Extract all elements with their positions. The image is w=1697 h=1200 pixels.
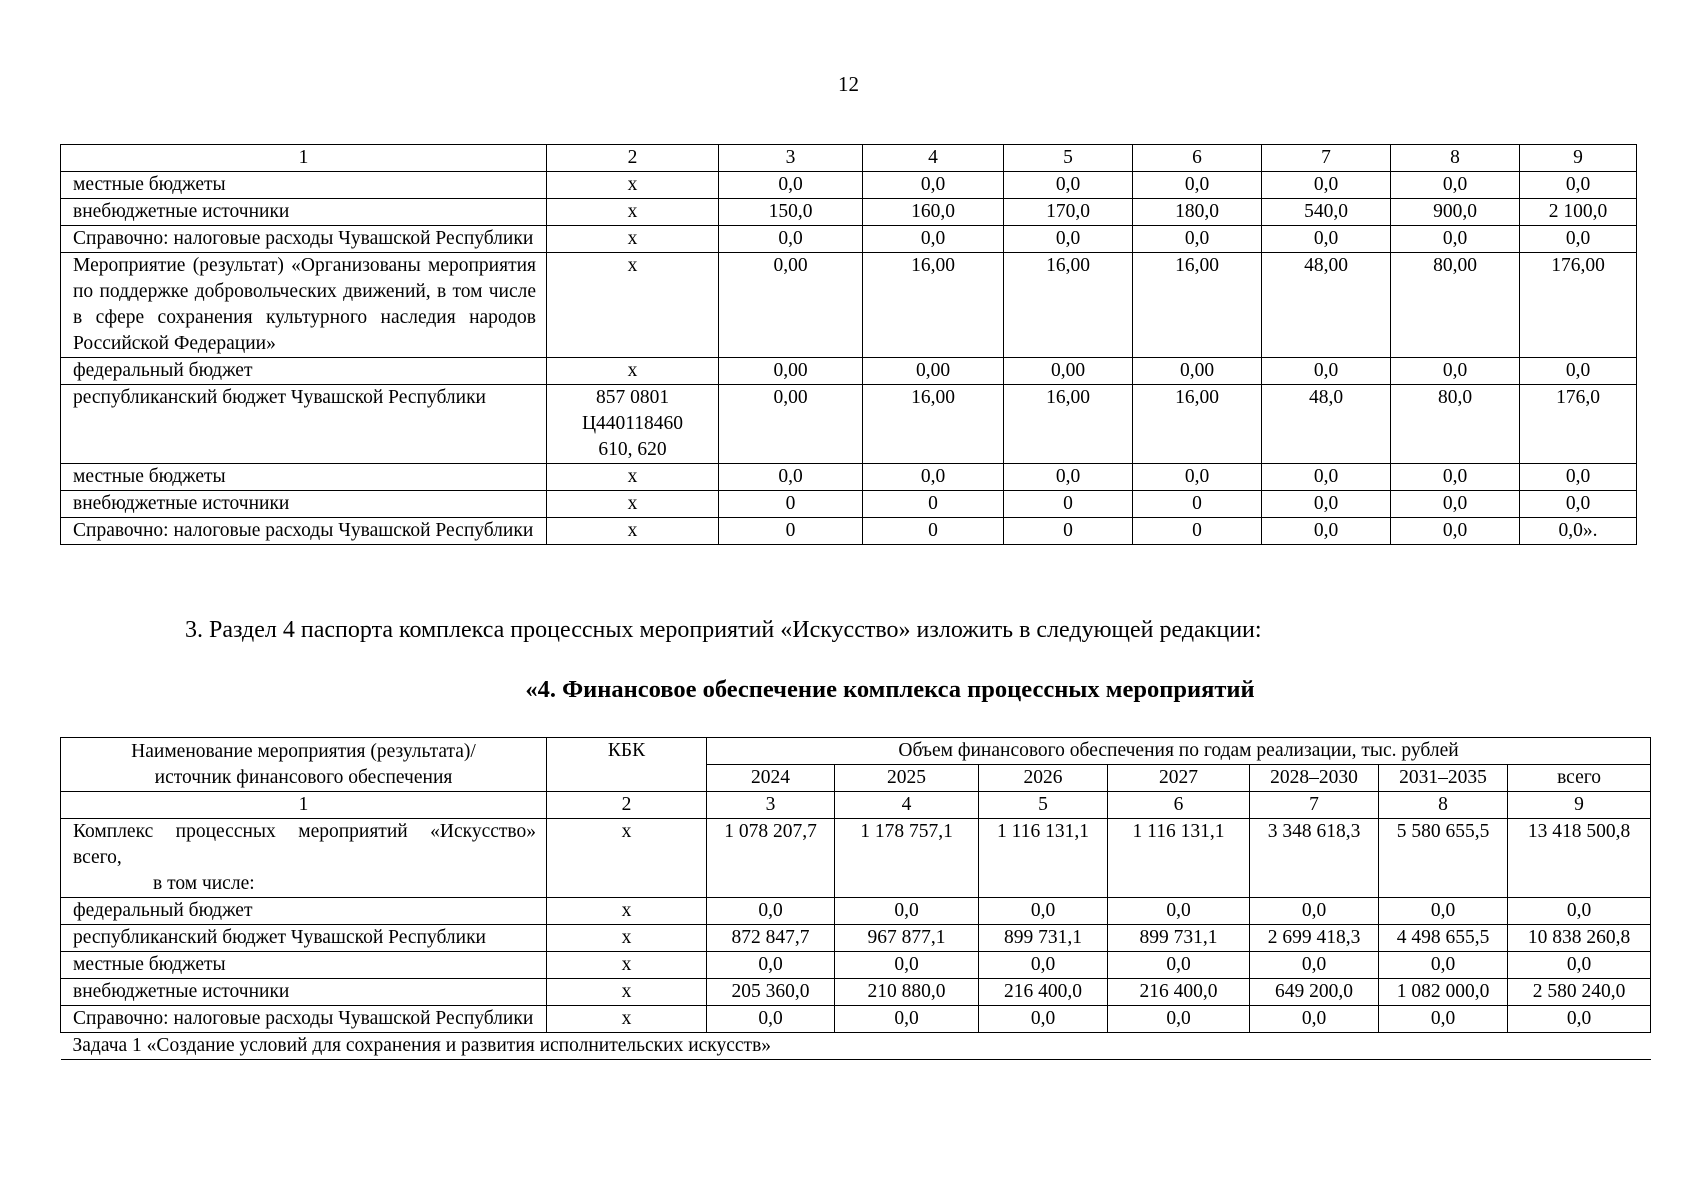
year-header-cell: 2024	[707, 765, 835, 792]
kbk-line: Ц440118460	[581, 413, 684, 434]
kbk-line: x	[627, 360, 638, 381]
value-cell: 2 580 240,0	[1508, 979, 1651, 1006]
task-cell: Задача 1 «Создание условий для сохранения и развития исполнительских искусств»	[61, 1033, 1651, 1060]
year-header-cell: всего	[1508, 765, 1651, 792]
table-row	[61, 226, 1637, 253]
header-row-1	[61, 738, 1651, 765]
value-cell: 0,0	[1391, 172, 1520, 199]
row-name-cell: местные бюджеты	[61, 172, 547, 199]
bottom-financing-table	[60, 737, 1651, 1060]
section-title: «4. Финансовое обеспечение комплекса процессных мероприятий	[525, 676, 1255, 703]
instruction-paragraph: 3. Раздел 4 паспорта комплекса процессных мероприятий «Искусство» изложить в следующей редакции:	[185, 617, 1262, 643]
kbk-cell	[547, 199, 719, 226]
value-cell: 0,0	[1379, 952, 1508, 979]
value-cell: 0,0	[979, 898, 1108, 925]
table-row	[61, 491, 1637, 518]
value-cell: 872 847,7	[707, 925, 835, 952]
kbk-line: x	[627, 466, 638, 487]
kbk-line: x	[627, 174, 638, 195]
value-cell: 0	[719, 491, 863, 518]
value-cell: 48,00	[1262, 253, 1391, 358]
value-cell: 170,0	[1004, 199, 1133, 226]
value-cell: 0,0	[1108, 1006, 1250, 1033]
value-cell: 160,0	[863, 199, 1004, 226]
value-cell: 0	[719, 518, 863, 545]
table-row	[61, 898, 1651, 925]
value-cell: 1 082 000,0	[1379, 979, 1508, 1006]
value-cell: 0,0	[707, 1006, 835, 1033]
year-header-cell: 2028–2030	[1250, 765, 1379, 792]
column-number-cell: 2	[547, 792, 707, 819]
row-name-cell: Справочно: налоговые расходы Чувашской Республики	[61, 518, 547, 545]
value-cell: 1 078 207,7	[707, 819, 835, 898]
value-cell: 0,0	[1133, 226, 1262, 253]
value-cell: 899 731,1	[1108, 925, 1250, 952]
complex-total-row	[61, 819, 1651, 898]
value-cell: 0	[1133, 491, 1262, 518]
value-cell: 967 877,1	[835, 925, 979, 952]
value-cell: 0,0	[979, 1006, 1108, 1033]
value-cell: 0,0	[1508, 1006, 1651, 1033]
value-cell: 0,0	[1520, 491, 1637, 518]
column-number-cell: 6	[1133, 145, 1262, 172]
kbk-cell	[547, 226, 719, 253]
value-cell: 0	[1004, 491, 1133, 518]
row-name-cell: республиканский бюджет Чувашской Республики	[61, 385, 547, 464]
value-cell: 10 838 260,8	[1508, 925, 1651, 952]
kbk-line: x	[627, 493, 638, 514]
value-cell: 0,0	[1262, 226, 1391, 253]
value-cell: 0	[1133, 518, 1262, 545]
row-name-cell: внебюджетные источники	[61, 979, 547, 1006]
table-row	[61, 1006, 1651, 1033]
value-cell: 0,0	[707, 898, 835, 925]
kbk-cell: x	[547, 898, 707, 925]
kbk-cell: x	[547, 925, 707, 952]
table-row	[61, 172, 1637, 199]
value-cell: 16,00	[1004, 385, 1133, 464]
head-name-cell: Наименование мероприятия (результата)/ источник финансового обеспечения	[61, 738, 547, 792]
value-cell: 0,0	[1108, 898, 1250, 925]
value-cell: 210 880,0	[835, 979, 979, 1006]
value-cell: 0,00	[1133, 358, 1262, 385]
value-cell: 0,0	[1379, 1006, 1508, 1033]
table-row	[61, 952, 1651, 979]
row-name-cell: Справочно: налоговые расходы Чувашской Республики	[61, 1006, 547, 1033]
row-name-cell: местные бюджеты	[61, 952, 547, 979]
head-volume-cell: Объем финансового обеспечения по годам реализации, тыс. рублей	[707, 738, 1651, 765]
value-cell: 0,0	[1520, 226, 1637, 253]
value-cell: 0,0	[1133, 464, 1262, 491]
value-cell: 0,0	[1133, 172, 1262, 199]
kbk-cell	[547, 358, 719, 385]
head-kbk-cell: КБК	[547, 738, 707, 792]
value-cell: 16,00	[1133, 385, 1262, 464]
value-cell: 0,0	[1262, 358, 1391, 385]
kbk-cell	[547, 518, 719, 545]
table-row	[61, 385, 1637, 464]
value-cell: 4 498 655,5	[1379, 925, 1508, 952]
kbk-cell	[547, 464, 719, 491]
value-cell: 0,0	[1520, 464, 1637, 491]
value-cell: 80,0	[1391, 385, 1520, 464]
value-cell: 0,0	[863, 226, 1004, 253]
value-cell: 0,0	[1250, 952, 1379, 979]
value-cell: 0,0	[1250, 1006, 1379, 1033]
complex-name-cell	[61, 819, 547, 898]
row-name-cell: республиканский бюджет Чувашской Республики	[61, 925, 547, 952]
value-cell: 16,00	[1133, 253, 1262, 358]
kbk-cell	[547, 491, 719, 518]
value-cell: 176,00	[1520, 253, 1637, 358]
table-row	[61, 199, 1637, 226]
column-number-cell: 1	[61, 145, 547, 172]
value-cell: 0,00	[863, 358, 1004, 385]
value-cell: 899 731,1	[979, 925, 1108, 952]
column-number-cell: 6	[1108, 792, 1250, 819]
year-header-cell: 2031–2035	[1379, 765, 1508, 792]
value-cell: 0,00	[719, 253, 863, 358]
value-cell: 0,0	[1262, 491, 1391, 518]
value-cell: 16,00	[863, 385, 1004, 464]
value-cell: 13 418 500,8	[1508, 819, 1651, 898]
value-cell: 0,0	[1508, 952, 1651, 979]
complex-kbk-cell: x	[547, 819, 707, 898]
value-cell: 0,0	[1004, 464, 1133, 491]
kbk-line: x	[627, 255, 638, 276]
column-number-cell: 7	[1250, 792, 1379, 819]
table-row	[61, 464, 1637, 491]
value-cell: 0,0	[1379, 898, 1508, 925]
table-row	[61, 925, 1651, 952]
value-cell: 0,0	[835, 952, 979, 979]
row-name-cell: внебюджетные источники	[61, 491, 547, 518]
kbk-line: x	[627, 228, 638, 249]
kbk-cell	[547, 172, 719, 199]
value-cell: 0,0	[1391, 464, 1520, 491]
value-cell: 2 699 418,3	[1250, 925, 1379, 952]
table-row	[61, 518, 1637, 545]
column-number-cell: 2	[547, 145, 719, 172]
value-cell: 0,0	[1391, 226, 1520, 253]
value-cell: 1 116 131,1	[1108, 819, 1250, 898]
column-number-cell: 5	[1004, 145, 1133, 172]
kbk-cell: x	[547, 979, 707, 1006]
kbk-line: 610, 620	[598, 439, 667, 460]
value-cell: 3 348 618,3	[1250, 819, 1379, 898]
column-number-row	[61, 145, 1637, 172]
value-cell: 0	[863, 491, 1004, 518]
value-cell: 0,0	[1391, 518, 1520, 545]
value-cell: 0,0	[863, 464, 1004, 491]
value-cell: 0,0	[719, 226, 863, 253]
kbk-cell: x	[547, 1006, 707, 1033]
value-cell: 0,0	[1508, 898, 1651, 925]
row-name-cell: Мероприятие (результат) «Организованы мероприятия по поддержке добровольческих движений, в том числе в сфере сохранения культурного наследия народов Российской Федерации»	[61, 253, 547, 358]
column-number-cell: 8	[1379, 792, 1508, 819]
value-cell: 1 178 757,1	[835, 819, 979, 898]
value-cell: 0	[1004, 518, 1133, 545]
value-cell: 48,0	[1262, 385, 1391, 464]
value-cell: 0,0	[1520, 172, 1637, 199]
value-cell: 150,0	[719, 199, 863, 226]
value-cell: 0,0	[835, 898, 979, 925]
value-cell: 0,0	[979, 952, 1108, 979]
value-cell: 0,0	[1004, 172, 1133, 199]
value-cell: 80,00	[1391, 253, 1520, 358]
value-cell: 0,0	[1391, 358, 1520, 385]
value-cell: 0	[863, 518, 1004, 545]
year-header-cell: 2027	[1108, 765, 1250, 792]
top-financing-table	[60, 144, 1637, 545]
value-cell: 16,00	[1004, 253, 1133, 358]
kbk-line: x	[627, 201, 638, 222]
column-number-cell: 1	[61, 792, 547, 819]
value-cell: 2 100,0	[1520, 199, 1637, 226]
value-cell: 0,0».	[1520, 518, 1637, 545]
value-cell: 0,00	[719, 358, 863, 385]
value-cell: 0,0	[1262, 172, 1391, 199]
value-cell: 16,00	[863, 253, 1004, 358]
value-cell: 0,0	[707, 952, 835, 979]
task-row	[61, 1033, 1651, 1060]
column-number-cell: 9	[1508, 792, 1651, 819]
value-cell: 0,0	[1520, 358, 1637, 385]
value-cell: 0,0	[1391, 491, 1520, 518]
row-name-cell: федеральный бюджет	[61, 358, 547, 385]
value-cell: 0,0	[1262, 518, 1391, 545]
column-number-cell: 3	[707, 792, 835, 819]
value-cell: 0,0	[719, 172, 863, 199]
table-row	[61, 253, 1637, 358]
column-number-cell: 8	[1391, 145, 1520, 172]
value-cell: 0,0	[1250, 898, 1379, 925]
row-name-cell: внебюджетные источники	[61, 199, 547, 226]
value-cell: 5 580 655,5	[1379, 819, 1508, 898]
value-cell: 216 400,0	[979, 979, 1108, 1006]
value-cell: 205 360,0	[707, 979, 835, 1006]
column-number-cell: 3	[719, 145, 863, 172]
value-cell: 216 400,0	[1108, 979, 1250, 1006]
year-header-cell: 2025	[835, 765, 979, 792]
value-cell: 0,0	[719, 464, 863, 491]
row-name-cell: федеральный бюджет	[61, 898, 547, 925]
value-cell: 0,0	[1004, 226, 1133, 253]
column-number-cell: 5	[979, 792, 1108, 819]
row-name-cell: Справочно: налоговые расходы Чувашской Республики	[61, 226, 547, 253]
value-cell: 0,00	[1004, 358, 1133, 385]
value-cell: 0,0	[863, 172, 1004, 199]
page-number: 12	[838, 72, 859, 96]
header-numbers-row	[61, 792, 1651, 819]
value-cell: 540,0	[1262, 199, 1391, 226]
table-row	[61, 358, 1637, 385]
complex-name-text: Комплекс процессных мероприятий «Искусство» всего,	[73, 821, 536, 868]
kbk-cell	[547, 385, 719, 464]
complex-sub-text: в том числе:	[153, 873, 255, 894]
column-number-cell: 7	[1262, 145, 1391, 172]
row-name-cell: местные бюджеты	[61, 464, 547, 491]
value-cell: 180,0	[1133, 199, 1262, 226]
value-cell: 0,0	[1108, 952, 1250, 979]
value-cell: 900,0	[1391, 199, 1520, 226]
value-cell: 0,00	[719, 385, 863, 464]
year-header-cell: 2026	[979, 765, 1108, 792]
value-cell: 0,0	[1262, 464, 1391, 491]
kbk-cell	[547, 253, 719, 358]
column-number-cell: 4	[863, 145, 1004, 172]
value-cell: 0,0	[835, 1006, 979, 1033]
value-cell: 1 116 131,1	[979, 819, 1108, 898]
value-cell: 176,0	[1520, 385, 1637, 464]
kbk-line: 857 0801	[595, 387, 670, 408]
kbk-cell: x	[547, 952, 707, 979]
value-cell: 649 200,0	[1250, 979, 1379, 1006]
table-row	[61, 979, 1651, 1006]
column-number-cell: 4	[835, 792, 979, 819]
kbk-line: x	[627, 520, 638, 541]
column-number-cell: 9	[1520, 145, 1637, 172]
